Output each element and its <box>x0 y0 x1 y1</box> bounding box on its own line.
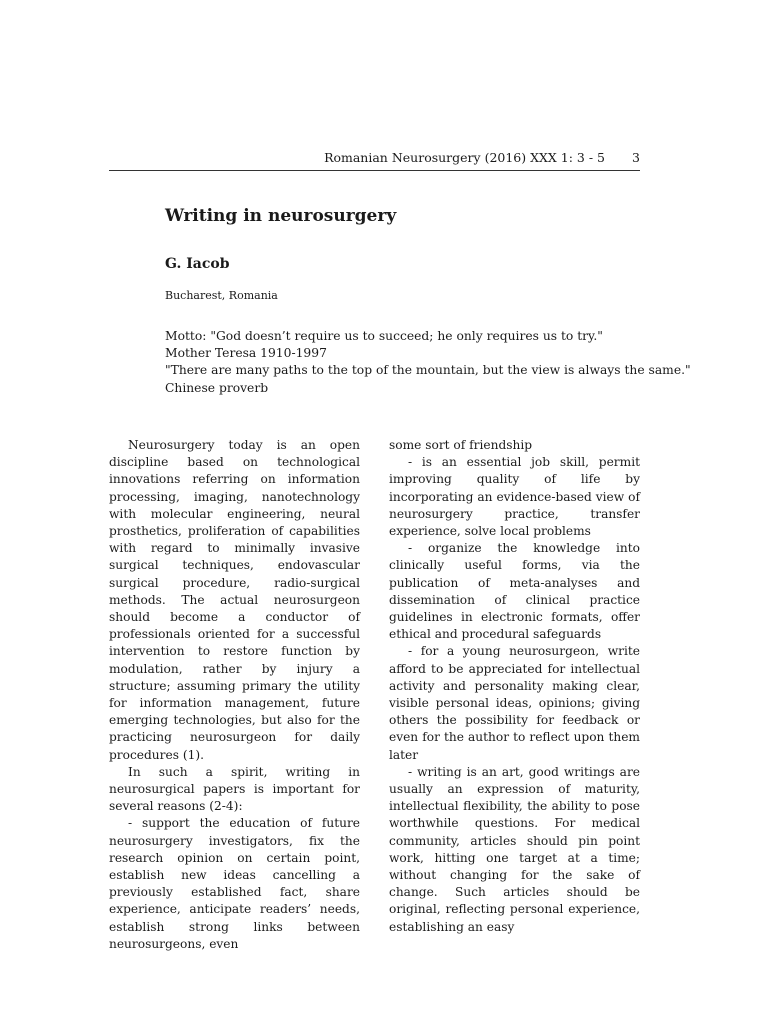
page-number: 3 <box>632 150 640 165</box>
motto-quote-2: "There are many paths to the top of the mountain, but the view is always the same." <box>165 363 691 378</box>
body-paragraph: - writing is an art, good writings are usually an expression of maturity, intellectual flexibility, the ability to pose worthwhile questions. For medical community, articles should pin point work, hitting one target at a time; without changing for the sake of change. Such articles should be original, reflecting personal experience, establishing an easy <box>389 764 640 934</box>
body-column-right <box>389 437 640 936</box>
body-paragraph: - is an essential job skill, permit improving quality of life by incorporating an evidence-based view of neurosurgery practice, transfer experience, solve local problems <box>389 455 640 539</box>
journal-citation: Romanian Neurosurgery (2016) XXX 1: 3 - 5 <box>324 150 605 165</box>
body-column-left <box>109 437 360 953</box>
body-paragraph: - organize the knowledge into clinically useful forms, via the publication of meta-analyses and dissemination of clinical practice guidelines in electronic formats, offer ethical and procedural safeguards <box>389 541 640 642</box>
body-paragraph: Neurosurgery today is an open discipline based on technological innovations referring on information processing, imaging, nanotechnology with molecular engineering, neural prosthetics, proliferation of capabilities with regard to minimally invasive surgical techniques, endovascular surgical procedure, radio-surgical methods. The actual neurosurgeon should become a conductor of professionals oriented for a successful intervention to restore function by modulation, rather by injury a structure; assuming primary the utility for information management, future emerging technologies, but also for the practicing neurosurgeon for daily procedures (1). <box>109 438 360 762</box>
running-header <box>109 148 640 171</box>
motto-quote-1: Motto: "God doesn’t require us to succeed; he only requires us to try." <box>165 329 603 343</box>
body-paragraph: - support the education of future neurosurgery investigators, fix the research opinion on certain point, establish new ideas cancelling a previously established fact, share experience, anticipate readers’ needs, establish strong links between neurosurgeons, even <box>109 816 360 951</box>
body-paragraph: In such a spirit, writing in neurosurgical papers is important for several reasons (2-4): <box>109 764 360 814</box>
author-affiliation: Bucharest, Romania <box>165 289 278 302</box>
motto-block <box>165 328 691 397</box>
body-paragraph: - for a young neurosurgeon, write afford to be appreciated for intellectual activity and personality making clear, visible personal ideas, opinions; giving others the possibility for feedback or even for the author to reflect upon them later <box>389 644 640 762</box>
author-name: G. Iacob <box>165 256 230 272</box>
motto-attribution-2: Chinese proverb <box>165 380 269 395</box>
body-paragraph: some sort of friendship <box>389 438 533 452</box>
motto-attribution-1: Mother Teresa 1910-1997 <box>165 346 327 361</box>
article-title: Writing in neurosurgery <box>165 206 397 226</box>
